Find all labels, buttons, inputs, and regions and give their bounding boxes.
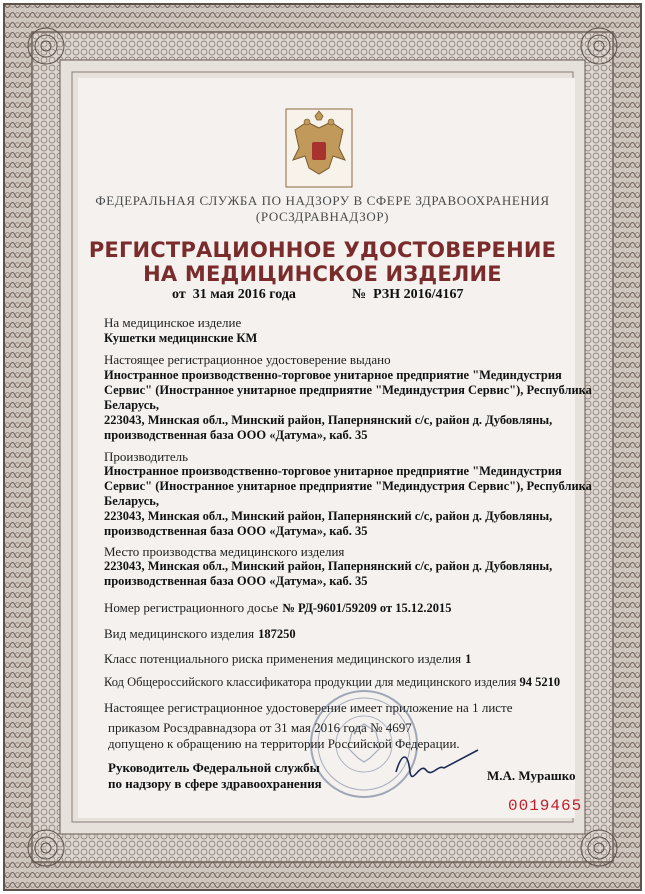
- issued-to-line: производственная база ООО «Датума», каб. 35: [104, 428, 368, 442]
- device-name: Кушетки медицинские КМ: [104, 331, 258, 345]
- manufacturer-label: Производитель: [104, 449, 189, 464]
- manufacturer-line: 223043, Минская обл., Минский район, Папернянский с/с, район д. Дубовляны,: [104, 509, 553, 523]
- dossier-label: Номер регистрационного досье: [104, 600, 279, 615]
- annex-text: Настоящее регистрационное удостоверение имеет приложение на 1 листе: [104, 700, 513, 715]
- number-prefix: №: [352, 287, 367, 302]
- okp-code-label: Код Общероссийского классификатора продукции для медицинского изделия: [104, 675, 517, 689]
- registration-number: РЗН 2016/4167: [373, 287, 464, 302]
- manufacturer-line: Беларусь,: [104, 494, 160, 508]
- signatory-name: М.А. Мурашко: [487, 768, 576, 783]
- registration-number-line: [352, 287, 463, 303]
- agency-short-name: (РОСЗДРАВНАДЗОР): [255, 209, 390, 224]
- issued-to-line: Беларусь,: [104, 398, 160, 412]
- okp-code-value: 94 5210: [519, 675, 561, 689]
- dossier-line: [104, 599, 452, 617]
- order-line: приказом Росздравнадзора от 31 мая 2016 года № 4697: [108, 720, 412, 735]
- issued-to-label: Настоящее регистрационное удостоверение выдано: [104, 352, 391, 367]
- risk-class-label: Класс потенциального риска применения медицинского изделия: [104, 651, 462, 666]
- device-type-label: Вид медицинского изделия: [104, 626, 255, 641]
- risk-class-line: [104, 650, 471, 668]
- issued-to-line: 223043, Минская обл., Минский район, Папернянский с/с, район д. Дубовляны,: [104, 413, 553, 427]
- date-prefix: от: [172, 287, 186, 302]
- manufacturer-line: Иностранное производственно-торговое унитарное предприятие "Мединдустрия: [104, 464, 562, 478]
- issued-to-line: Иностранное производственно-торговое унитарное предприятие "Мединдустрия: [104, 368, 562, 382]
- risk-class-value: 1: [465, 652, 472, 666]
- manufacturer-line: Сервис" (Иностранное унитарное предприятие "Мединдустрия Сервис"), Республика: [104, 479, 592, 493]
- device-type-line: [104, 625, 296, 643]
- serial-number: 0019465: [508, 797, 583, 815]
- order-approval-line: допущено к обращению на территории Российской Федерации.: [108, 736, 460, 751]
- signatory-role-line2: по надзору в сфере здравоохранения: [108, 776, 322, 791]
- production-site-line: производственная база ООО «Датума», каб. 35: [104, 574, 368, 588]
- manufacturer-line: производственная база ООО «Датума», каб. 35: [104, 524, 368, 538]
- production-site-line: 223043, Минская обл., Минский район, Папернянский с/с, район д. Дубовляны,: [104, 559, 553, 573]
- signatory-role: Руководитель Федеральной службы: [108, 760, 320, 775]
- production-site-label: Место производства медицинского изделия: [104, 544, 345, 559]
- issue-date: 31 мая 2016 года: [192, 287, 296, 302]
- issued-to-line: Сервис" (Иностранное унитарное предприятие "Мединдустрия Сервис"), Республика: [104, 383, 592, 397]
- dossier-value: № РД-9601/59209 от 15.12.2015: [282, 601, 452, 615]
- document-subtitle: НА МЕДИЦИНСКОЕ ИЗДЕЛИЕ: [143, 262, 502, 286]
- agency-name: ФЕДЕРАЛЬНАЯ СЛУЖБА ПО НАДЗОРУ В СФЕРЕ ЗДРАВООХРАНЕНИЯ: [95, 193, 550, 208]
- coat-of-arms-icon: [285, 108, 353, 188]
- document-title: РЕГИСТРАЦИОННОЕ УДОСТОВЕРЕНИЕ: [88, 238, 557, 262]
- handwritten-signature: [392, 742, 482, 792]
- device-type-value: 187250: [258, 627, 296, 641]
- issue-date-line: [172, 287, 296, 303]
- device-label: На медицинское изделие: [104, 315, 242, 330]
